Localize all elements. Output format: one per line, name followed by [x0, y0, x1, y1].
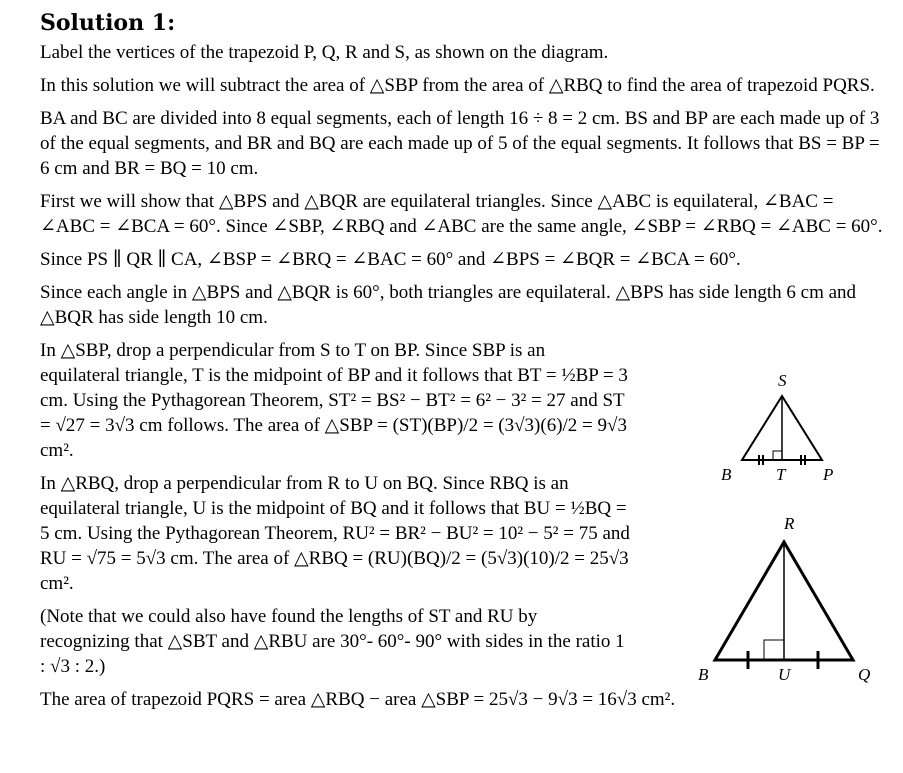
- label-b-small: B: [721, 465, 732, 484]
- paragraph-note: (Note that we could also have found the lengths of ST and RU by recognizing that △SBT and △RBU are 30°- 60°- 90° with sides in the ratio 1 : √3 : 2.): [40, 606, 625, 677]
- paragraph-method: In this solution we will subtract the area of △SBP from the area of △RBQ to find the area of trapezoid PQRS.: [40, 75, 875, 96]
- right-angle-mark: [764, 640, 784, 660]
- paragraph-segments: BA and BC are divided into 8 equal segments, each of length 16 ÷ 8 = 2 cm. BS and BP are each made up of 3 of the equal segments, and BR and BQ are each made up of 5 of the equal segments. It follows that BS = BP = 6 cm and BR = BQ = 10 cm.: [40, 108, 880, 179]
- label-b-large: B: [698, 665, 709, 684]
- triangle-rbq-figure: [690, 510, 890, 690]
- label-p: P: [823, 465, 834, 484]
- right-angle-mark: [773, 451, 782, 460]
- label-u: U: [778, 665, 791, 684]
- label-t: T: [776, 465, 786, 484]
- paragraph-rbq-area: In △RBQ, drop a perpendicular from R to U on BQ. Since RBQ is an equilateral triangle, U is the midpoint of BQ and it follows that BU = ½BQ = 5 cm. Using the Pythagorean Theorem, RU² = BR² − BU² = 10² − 5² = 75 and RU = √75 = 5√3 cm. The area of △RBQ = (RU)(BQ)/2 = (5√3)(10)/2 = 25√3 cm².: [40, 473, 630, 594]
- label-s: S: [778, 371, 787, 390]
- label-q: Q: [858, 665, 871, 684]
- triangle-sbp-figure: [715, 368, 845, 488]
- paragraph-parallel-angles: Since PS ∥ QR ∥ CA, ∠BSP = ∠BRQ = ∠BAC = 60° and ∠BPS = ∠BQR = ∠BCA = 60°.: [40, 249, 741, 270]
- paragraph-equilateral-proof: First we will show that △BPS and △BQR are equilateral triangles. Since △ABC is equilateral, ∠BAC = ∠ABC = ∠BCA = 60°. Since ∠SBP, ∠RBQ and ∠ABC are the same angle, ∠SBP = ∠RBQ = ∠ABC = 60°.: [40, 191, 883, 237]
- paragraph-final-area: The area of trapezoid PQRS = area △RBQ − area △SBP = 25√3 − 9√3 = 16√3 cm².: [40, 689, 676, 710]
- paragraph-sbp-area: In △SBP, drop a perpendicular from S to T on BP. Since SBP is an equilateral triangle, T is the midpoint of BP and it follows that BT = ½BP = 3 cm. Using the Pythagorean Theorem, ST² = BS² − BT² = 6² − 3² = 27 and ST = √27 = 3√3 cm follows. The area of △SBP = (ST)(BP)/2 = (3√3)(6)/2 = 9√3 cm².: [40, 340, 628, 461]
- label-r: R: [784, 514, 795, 533]
- paragraph-label-vertices: Label the vertices of the trapezoid P, Q, R and S, as shown on the diagram.: [40, 42, 609, 63]
- solution-title: Solution 1:: [40, 10, 176, 36]
- paragraph-side-lengths: Since each angle in △BPS and △BQR is 60°, both triangles are equilateral. △BPS has side length 6 cm and △BQR has side length 10 cm.: [40, 282, 857, 328]
